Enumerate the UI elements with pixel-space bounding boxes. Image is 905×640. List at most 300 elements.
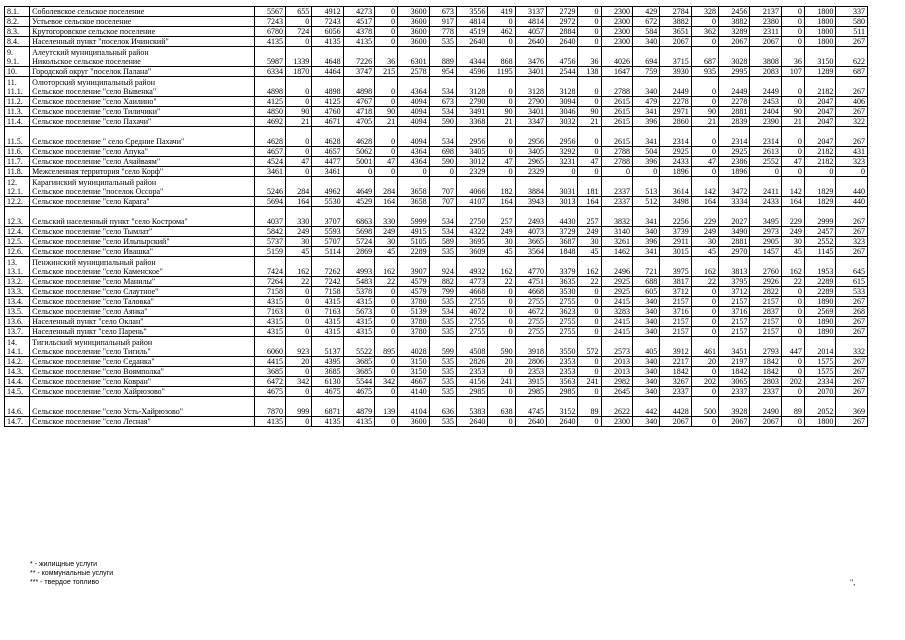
value-cell: 0: [691, 147, 718, 157]
settlement-name: Сельское поселение "село Воямполка": [30, 367, 254, 377]
table-row: [5, 277, 868, 287]
value-cell: 694: [633, 47, 660, 67]
value-cell: 249: [578, 227, 601, 237]
value-cell: 341: [633, 207, 660, 227]
value-cell: 461: [691, 337, 718, 357]
value-cell: 3808: [750, 47, 781, 67]
value-cell: 7242: [312, 277, 343, 287]
value-cell: 935: [691, 67, 718, 77]
settlement-name: Пенжинский муниципальный район Сельское поселение "село Каменское": [30, 257, 254, 277]
value-cell: 267: [836, 317, 868, 327]
value-cell: 2860: [660, 117, 691, 127]
value-cell: 4104: [398, 397, 429, 417]
value-cell: 2157: [718, 317, 749, 327]
value-cell: 45: [488, 247, 515, 257]
value-cell: 2289: [804, 277, 835, 287]
value-cell: 0: [691, 327, 718, 337]
value-cell: 0: [375, 357, 398, 367]
value-cell: 2788: [601, 77, 632, 97]
footnotes: [30, 560, 113, 587]
value-cell: 2985: [547, 387, 578, 397]
value-cell: 22: [691, 277, 718, 287]
value-cell: 142: [691, 177, 718, 197]
value-cell: 1800: [804, 7, 835, 17]
value-cell: 0: [691, 317, 718, 327]
value-cell: 655: [286, 7, 312, 17]
row-number: 14.3.: [5, 367, 30, 377]
settlement-name: Тигильский муниципальный район Сельское поселение "село Тигиль": [30, 337, 254, 357]
value-cell: 590: [429, 157, 456, 167]
value-cell: 215: [375, 67, 398, 77]
value-cell: 535: [429, 387, 456, 397]
value-cell: 2839: [718, 117, 749, 127]
value-cell: 2755: [547, 297, 578, 307]
value-cell: 5544: [343, 377, 374, 387]
value-cell: 2314: [750, 127, 781, 147]
value-cell: 267: [836, 77, 868, 97]
value-cell: 2027: [718, 207, 749, 227]
value-cell: 2956: [515, 127, 546, 147]
value-cell: 3495: [750, 207, 781, 227]
value-cell: 30: [375, 237, 398, 247]
value-cell: 4675: [312, 387, 343, 397]
value-cell: 2999: [804, 207, 835, 227]
table-row: [5, 167, 868, 177]
value-cell: 511: [836, 27, 868, 37]
value-cell: 21: [578, 117, 601, 127]
value-cell: 599: [429, 337, 456, 357]
value-cell: 323: [836, 157, 868, 167]
settlement-name: Сельское поселение "село Хаилино": [30, 97, 254, 107]
value-cell: 267: [836, 387, 868, 397]
value-cell: 4529: [343, 197, 374, 207]
value-cell: 4579: [398, 287, 429, 297]
value-cell: 340: [633, 297, 660, 307]
value-cell: 4993: [343, 257, 374, 277]
value-cell: 5139: [398, 307, 429, 317]
value-cell: 341: [633, 107, 660, 117]
value-cell: 4668: [456, 287, 487, 297]
value-cell: 5062: [343, 147, 374, 157]
value-cell: 3930: [660, 67, 691, 77]
value-cell: 2803: [750, 377, 781, 387]
value-cell: 3015: [660, 247, 691, 257]
value-cell: 4135: [254, 37, 285, 47]
value-cell: 535: [429, 297, 456, 307]
value-cell: 0: [578, 367, 601, 377]
value-cell: 2314: [660, 127, 691, 147]
value-cell: 406: [836, 97, 868, 107]
value-cell: 2278: [660, 97, 691, 107]
value-cell: 1848: [547, 247, 578, 257]
value-cell: 2790: [456, 97, 487, 107]
value-cell: 0: [781, 307, 804, 317]
value-cell: 47: [578, 157, 601, 167]
value-cell: 2337: [660, 387, 691, 397]
value-cell: 3685: [254, 367, 285, 377]
value-cell: 337: [836, 7, 868, 17]
value-cell: 0: [578, 97, 601, 107]
value-cell: 4315: [343, 317, 374, 327]
value-cell: 0: [781, 357, 804, 367]
value-cell: 4125: [312, 97, 343, 107]
value-cell: 342: [375, 377, 398, 387]
value-cell: 0: [578, 27, 601, 37]
value-cell: 3498: [660, 197, 691, 207]
value-cell: 2353: [515, 367, 546, 377]
value-cell: 4932: [456, 257, 487, 277]
value-cell: 0: [375, 127, 398, 147]
value-cell: 799: [429, 287, 456, 297]
value-cell: 895: [375, 337, 398, 357]
value-cell: 759: [633, 67, 660, 77]
value-cell: 2300: [601, 27, 632, 37]
value-cell: 4344: [456, 47, 487, 67]
value-cell: 2289: [804, 287, 835, 297]
table-row: [5, 357, 868, 367]
value-cell: 4315: [254, 327, 285, 337]
value-cell: 0: [691, 77, 718, 97]
value-cell: 1800: [804, 417, 835, 427]
value-cell: 362: [691, 27, 718, 37]
value-cell: 3600: [398, 17, 429, 27]
value-cell: 3623: [547, 307, 578, 317]
value-cell: 4364: [398, 157, 429, 167]
value-cell: 2640: [515, 37, 546, 47]
value-cell: 2615: [601, 97, 632, 107]
value-cell: 2415: [601, 327, 632, 337]
value-cell: 4649: [343, 177, 374, 197]
value-cell: 36: [578, 47, 601, 67]
row-number: 8.3.: [5, 27, 30, 37]
value-cell: 3884: [515, 177, 546, 197]
value-cell: 533: [836, 287, 868, 297]
value-cell: 590: [429, 117, 456, 127]
value-cell: 0: [488, 317, 515, 327]
value-cell: 3729: [547, 227, 578, 237]
value-cell: 2083: [750, 67, 781, 77]
value-cell: 622: [836, 47, 868, 67]
value-cell: 7158: [254, 287, 285, 297]
value-cell: 45: [286, 247, 312, 257]
value-cell: 340: [633, 377, 660, 387]
value-cell: 2755: [515, 317, 546, 327]
tariff-table: [4, 6, 868, 427]
value-cell: 5673: [343, 307, 374, 317]
value-cell: 3152: [547, 397, 578, 417]
value-cell: 2493: [515, 207, 546, 227]
value-cell: 3928: [718, 397, 749, 417]
value-cell: 1896: [718, 167, 749, 177]
value-cell: 267: [836, 247, 868, 257]
value-cell: 4057: [515, 27, 546, 37]
value-cell: 0: [375, 317, 398, 327]
table-row: [5, 177, 868, 197]
value-cell: 162: [488, 257, 515, 277]
value-cell: 341: [633, 127, 660, 147]
settlement-name: Сельский населенный пункт "село Кострома": [30, 207, 254, 227]
value-cell: 3031: [547, 177, 578, 197]
value-cell: 0: [691, 97, 718, 107]
value-cell: 584: [633, 27, 660, 37]
settlement-name: Городской округ "поселок Палана": [30, 67, 254, 77]
value-cell: 7243: [254, 17, 285, 27]
table-row: [5, 377, 868, 387]
value-cell: 2070: [804, 387, 835, 397]
value-cell: 0: [375, 327, 398, 337]
value-cell: 0: [691, 417, 718, 427]
value-cell: 1800: [804, 17, 835, 27]
value-cell: 341: [633, 247, 660, 257]
row-number: 11.5.: [5, 127, 30, 147]
value-cell: 0: [286, 307, 312, 317]
value-cell: 1842: [750, 357, 781, 367]
value-cell: 4705: [343, 117, 374, 127]
value-cell: 0: [804, 167, 835, 177]
value-cell: 673: [429, 97, 456, 107]
value-cell: 1800: [804, 27, 835, 37]
value-cell: 3915: [515, 377, 546, 387]
value-cell: 396: [633, 237, 660, 247]
value-cell: 3975: [660, 257, 691, 277]
value-cell: 0: [286, 387, 312, 397]
value-cell: 5383: [456, 397, 487, 417]
value-cell: 0: [578, 297, 601, 307]
value-cell: 431: [836, 147, 868, 157]
value-cell: 0: [286, 147, 312, 157]
value-cell: 4898: [343, 77, 374, 97]
value-cell: 2014: [804, 337, 835, 357]
value-cell: 4135: [312, 37, 343, 47]
value-cell: 3739: [660, 227, 691, 237]
value-cell: 534: [429, 307, 456, 317]
value-cell: 4315: [312, 317, 343, 327]
value-cell: 340: [633, 357, 660, 367]
value-cell: 138: [578, 67, 601, 77]
value-cell: 4760: [312, 107, 343, 117]
value-cell: 0: [375, 167, 398, 177]
value-cell: 2337: [718, 387, 749, 397]
value-cell: 4135: [343, 37, 374, 47]
value-cell: 3137: [515, 7, 546, 17]
value-cell: 2552: [804, 237, 835, 247]
value-cell: 0: [488, 167, 515, 177]
row-number: 13.3.: [5, 287, 30, 297]
value-cell: 4517: [343, 17, 374, 27]
footnote-solid-fuel: *** - твердое топливо: [30, 579, 100, 586]
value-cell: 2157: [718, 327, 749, 337]
value-cell: 0: [781, 327, 804, 337]
settlement-name: Карагинский муниципальный район Сельское поселение "поселок Оссора": [30, 177, 254, 197]
table-row: [5, 147, 868, 157]
value-cell: 0: [286, 287, 312, 297]
value-cell: 0: [488, 367, 515, 377]
value-cell: 2157: [660, 327, 691, 337]
value-cell: 3780: [398, 327, 429, 337]
value-cell: 535: [429, 37, 456, 47]
value-cell: 4037: [254, 207, 285, 227]
value-cell: 162: [781, 257, 804, 277]
value-cell: 4364: [398, 147, 429, 157]
value-cell: 4026: [601, 47, 632, 67]
value-cell: 2790: [515, 97, 546, 107]
value-cell: 249: [488, 227, 515, 237]
value-cell: 164: [286, 197, 312, 207]
settlement-name: Сельское поселение "село Седанка": [30, 357, 254, 367]
settlement-name: Сельское поселение "село Тымлат": [30, 227, 254, 237]
row-number: 13. 13.1.: [5, 257, 30, 277]
value-cell: 4364: [398, 77, 429, 97]
settlement-name: Сельское поселение "село Слаутное": [30, 287, 254, 297]
value-cell: 4315: [343, 297, 374, 307]
value-cell: 396: [633, 157, 660, 167]
row-number: 11.6.: [5, 147, 30, 157]
value-cell: 3685: [343, 367, 374, 377]
row-number: 11.2.: [5, 97, 30, 107]
value-cell: 0: [286, 17, 312, 27]
value-cell: 3563: [547, 377, 578, 387]
value-cell: 182: [488, 177, 515, 197]
settlement-name: Сельское поселение "село Карага": [30, 197, 254, 207]
value-cell: 2755: [515, 327, 546, 337]
value-cell: 3334: [718, 197, 749, 207]
value-cell: 2837: [750, 307, 781, 317]
value-cell: 1890: [804, 317, 835, 327]
value-cell: 36: [781, 47, 804, 67]
row-number: 13.2.: [5, 277, 30, 287]
value-cell: 30: [691, 237, 718, 247]
value-cell: 7226: [343, 47, 374, 67]
row-number: 11.8.: [5, 167, 30, 177]
table-row: [5, 47, 868, 67]
value-cell: 4477: [312, 157, 343, 167]
value-cell: 5842: [254, 227, 285, 237]
value-cell: 7163: [254, 307, 285, 317]
value-cell: 4898: [312, 77, 343, 97]
value-cell: 164: [488, 197, 515, 207]
table-row: [5, 247, 868, 257]
table-row: [5, 17, 868, 27]
value-cell: 5698: [343, 227, 374, 237]
value-cell: 0: [781, 27, 804, 37]
value-cell: 45: [375, 247, 398, 257]
value-cell: 2047: [804, 127, 835, 147]
value-cell: 162: [691, 257, 718, 277]
value-cell: 5724: [343, 237, 374, 247]
value-cell: 4628: [312, 127, 343, 147]
value-cell: 3267: [660, 377, 691, 387]
value-cell: 0: [488, 37, 515, 47]
settlement-name: Сельское поселение "село Ильпырский": [30, 237, 254, 247]
value-cell: 0: [375, 37, 398, 47]
value-cell: 2300: [601, 17, 632, 27]
value-cell: 2337: [750, 387, 781, 397]
value-cell: 4814: [456, 17, 487, 27]
value-cell: 1842: [750, 367, 781, 377]
value-cell: 6130: [312, 377, 343, 387]
value-cell: 47: [375, 157, 398, 167]
value-cell: 396: [633, 117, 660, 127]
value-cell: 2552: [750, 157, 781, 167]
value-cell: 2972: [547, 17, 578, 27]
row-number: 12.5.: [5, 237, 30, 247]
value-cell: 2433: [660, 157, 691, 167]
settlement-name: Сельское поселение "село Тиличики": [30, 107, 254, 117]
value-cell: 2755: [456, 297, 487, 307]
value-cell: 0: [836, 167, 868, 177]
value-cell: 229: [691, 207, 718, 227]
value-cell: 534: [429, 227, 456, 237]
value-cell: 257: [488, 207, 515, 227]
value-cell: 4430: [547, 207, 578, 227]
value-cell: 3231: [547, 157, 578, 167]
value-cell: 0: [286, 167, 312, 177]
value-cell: 4519: [456, 27, 487, 37]
value-cell: 3817: [660, 277, 691, 287]
settlement-name: Сельское поселение "село Таловка": [30, 297, 254, 307]
value-cell: 2067: [660, 37, 691, 47]
value-cell: 2956: [456, 127, 487, 147]
settlement-name: Населенный пункт "село Парень": [30, 327, 254, 337]
value-cell: 3128: [547, 77, 578, 97]
row-number: 12. 12.1.: [5, 177, 30, 197]
table-row: [5, 37, 868, 47]
value-cell: 2965: [515, 157, 546, 167]
row-number: 14. 14.1.: [5, 337, 30, 357]
value-cell: 4672: [456, 307, 487, 317]
value-cell: 0: [488, 327, 515, 337]
value-cell: 2157: [660, 317, 691, 327]
value-cell: 5593: [312, 227, 343, 237]
value-cell: 0: [375, 297, 398, 307]
footnote-utilities: ** - коммунальные услуги: [30, 570, 114, 577]
value-cell: 687: [691, 47, 718, 67]
settlement-name: Соболевское сельское поселение: [30, 7, 254, 17]
value-cell: 2453: [750, 97, 781, 107]
value-cell: 2645: [601, 387, 632, 397]
value-cell: 340: [633, 327, 660, 337]
value-cell: 5483: [343, 277, 374, 287]
value-cell: 2334: [804, 377, 835, 387]
value-cell: 139: [375, 397, 398, 417]
value-cell: 164: [578, 197, 601, 207]
value-cell: 0: [601, 167, 632, 177]
value-cell: 45: [578, 247, 601, 257]
value-cell: 3283: [601, 307, 632, 317]
value-cell: 2300: [601, 37, 632, 47]
value-cell: 2047: [804, 97, 835, 107]
value-cell: 3943: [515, 197, 546, 207]
row-number: 12.4.: [5, 227, 30, 237]
value-cell: 4915: [398, 227, 429, 237]
value-cell: 2353: [547, 367, 578, 377]
value-cell: 4135: [254, 417, 285, 427]
value-cell: 0: [691, 387, 718, 397]
value-cell: 3491: [456, 107, 487, 117]
value-cell: 3600: [398, 7, 429, 17]
value-cell: 2404: [750, 107, 781, 117]
value-cell: 0: [750, 167, 781, 177]
value-cell: 3046: [547, 107, 578, 117]
settlement-name: Межселенная территория "село Корф": [30, 167, 254, 177]
value-cell: 2985: [456, 387, 487, 397]
value-cell: 340: [633, 77, 660, 97]
value-cell: 0: [286, 417, 312, 427]
value-cell: 2157: [750, 297, 781, 307]
value-cell: 5567: [254, 7, 285, 17]
value-cell: 4415: [254, 357, 285, 367]
value-cell: 3795: [718, 277, 749, 287]
